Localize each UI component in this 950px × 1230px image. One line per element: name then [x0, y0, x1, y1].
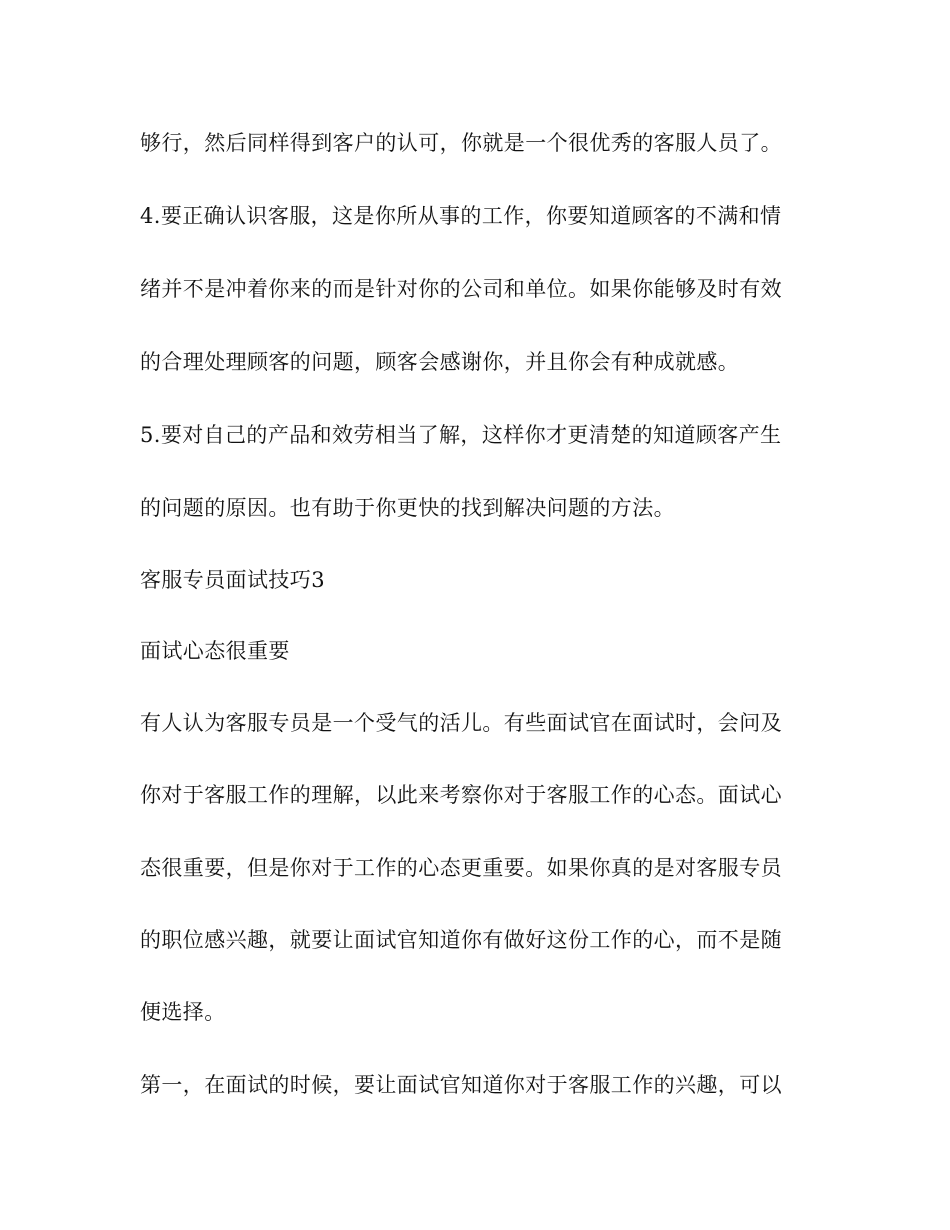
paragraph-line-9: 有人认为客服专员是一个受气的活儿。有些面试官在面试时，会问及	[140, 711, 782, 735]
paragraph-line-1: 够行，然后同样得到客户的认可，你就是一个很优秀的客服人员了。	[140, 131, 782, 155]
paragraph-line-10: 你对于客服工作的理解，以此来考察你对于客服工作的心态。面试心	[140, 783, 782, 807]
paragraph-line-4: 的合理处理顾客的问题，顾客会感谢你，并且你会有种成就感。	[140, 350, 740, 374]
paragraph-line-11: 态很重要，但是你对于工作的心态更重要。如果你真的是对客服专员	[140, 856, 782, 880]
paragraph-line-12: 的职位感兴趣，就要让面试官知道你有做好这份工作的心，而不是随	[140, 928, 782, 952]
paragraph-line-14: 第一，在面试的时候，要让面试官知道你对于客服工作的兴趣，可以	[140, 1073, 782, 1097]
paragraph-line-5: 5.要对自己的产品和效劳相当了解，这样你才更清楚的知道顾客产生	[140, 423, 782, 447]
paragraph-line-13: 便选择。	[140, 1000, 226, 1024]
subsection-heading: 面试心态很重要	[140, 639, 290, 663]
section-heading: 客服专员面试技巧3	[140, 568, 325, 592]
paragraph-line-6: 的问题的原因。也有助于你更快的找到解决问题的方法。	[140, 496, 675, 520]
paragraph-line-3: 绪并不是冲着你来的而是针对你的公司和单位。如果你能够及时有效	[140, 277, 782, 301]
paragraph-line-2: 4.要正确认识客服，这是你所从事的工作，你要知道顾客的不满和情	[140, 204, 782, 228]
